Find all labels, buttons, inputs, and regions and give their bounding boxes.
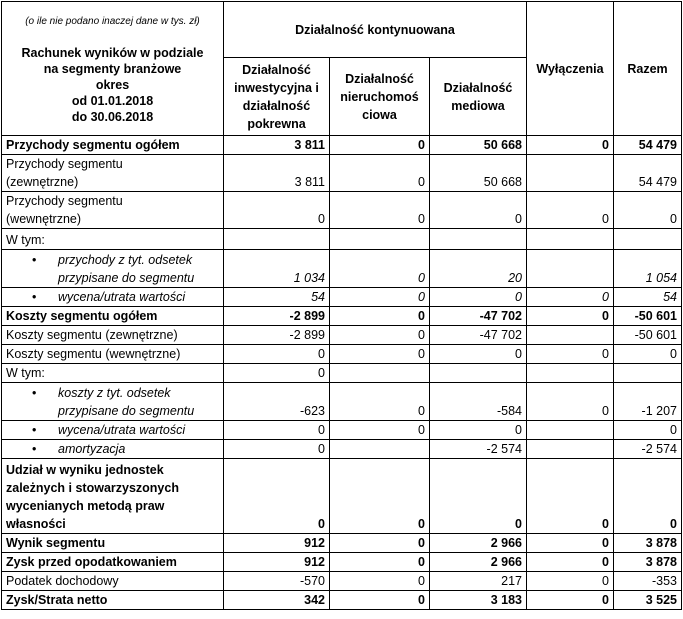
- value-cell: -353: [614, 572, 682, 591]
- value-cell: 2 966: [430, 553, 527, 572]
- value-cell: [430, 229, 527, 250]
- value-cell: [527, 421, 614, 440]
- value-cell: 3 525: [614, 591, 682, 610]
- title-line: okres: [95, 77, 130, 92]
- value-cell: 3 811: [224, 136, 330, 155]
- table-row: [2, 534, 682, 553]
- value-cell: 1 034: [224, 250, 330, 288]
- value-cell: [330, 440, 430, 459]
- units-note: (o ile nie podano inaczej dane w tys. zł): [25, 15, 200, 27]
- column-header-line: nieruchomoś: [340, 89, 419, 104]
- value-cell: 0: [614, 192, 682, 229]
- row-label-line: Zysk przed opodatkowaniem: [6, 555, 177, 569]
- row-label-line: W tym:: [6, 233, 45, 247]
- value-cell: 0: [330, 288, 430, 307]
- value-cell: -50 601: [614, 307, 682, 326]
- column-header-total: [614, 2, 682, 136]
- table-row: [2, 326, 682, 345]
- value-cell: [527, 250, 614, 288]
- value-cell: 217: [430, 572, 527, 591]
- value-cell: 0: [527, 572, 614, 591]
- segment-results-table: [1, 1, 682, 610]
- value-cell: 0: [614, 459, 682, 534]
- value-cell: 50 668: [430, 136, 527, 155]
- row-label: [2, 250, 224, 288]
- value-cell: -2 574: [614, 440, 682, 459]
- row-label-line: Koszty segmentu ogółem: [6, 309, 158, 323]
- value-cell: 0: [527, 534, 614, 553]
- table-row: [2, 307, 682, 326]
- table-row: [2, 591, 682, 610]
- title-line: na segmenty branżowe: [43, 61, 182, 76]
- column-header-line: Wyłączenia: [536, 61, 604, 76]
- row-label-line: amortyzacja: [58, 442, 126, 456]
- value-cell: 0: [430, 459, 527, 534]
- value-cell: 0: [527, 345, 614, 364]
- title-line: do 30.06.2018: [71, 109, 154, 124]
- row-label-line: W tym:: [6, 366, 45, 380]
- table-row: [2, 553, 682, 572]
- column-header-line: inwestycyjna i: [234, 80, 319, 95]
- value-cell: [527, 440, 614, 459]
- title-line: Rachunek wyników w podziale: [21, 45, 204, 60]
- table-row: [2, 383, 682, 421]
- value-cell: -2 899: [224, 307, 330, 326]
- row-label-line: Koszty segmentu (wewnętrzne): [6, 347, 181, 361]
- value-cell: 0: [224, 192, 330, 229]
- row-label: [2, 383, 224, 421]
- value-cell: 0: [330, 307, 430, 326]
- table-row: [2, 345, 682, 364]
- row-label-line: wycenianych metodą praw: [6, 499, 165, 513]
- value-cell: 0: [527, 136, 614, 155]
- value-cell: 0: [430, 421, 527, 440]
- table-row: [2, 364, 682, 383]
- value-cell: 3 811: [224, 155, 330, 192]
- value-cell: [527, 155, 614, 192]
- column-header-line: Działalność: [345, 71, 414, 86]
- row-label: [2, 155, 224, 192]
- table-row: [2, 421, 682, 440]
- row-label: [2, 421, 224, 440]
- value-cell: 1 054: [614, 250, 682, 288]
- table-row: [2, 459, 682, 534]
- value-cell: 0: [430, 192, 527, 229]
- value-cell: 0: [330, 192, 430, 229]
- row-label: [2, 192, 224, 229]
- row-label: [2, 591, 224, 610]
- value-cell: 0: [224, 459, 330, 534]
- value-cell: 20: [430, 250, 527, 288]
- row-label: [2, 572, 224, 591]
- value-cell: -623: [224, 383, 330, 421]
- bullet-icon: •: [32, 253, 37, 267]
- value-cell: 0: [330, 345, 430, 364]
- value-cell: 0: [527, 307, 614, 326]
- value-cell: 0: [330, 421, 430, 440]
- column-header-line: Działalność: [242, 62, 311, 77]
- row-label-line: (zewnętrzne): [6, 175, 79, 189]
- row-label: [2, 345, 224, 364]
- value-cell: [527, 364, 614, 383]
- row-label: [2, 136, 224, 155]
- value-cell: -2 899: [224, 326, 330, 345]
- row-label-line: koszty z tyt. odsetek: [58, 386, 171, 400]
- row-label: [2, 326, 224, 345]
- value-cell: [527, 326, 614, 345]
- column-header-line: pokrewna: [247, 116, 306, 131]
- value-cell: 54: [614, 288, 682, 307]
- bullet-icon: •: [32, 290, 37, 304]
- value-cell: 0: [330, 572, 430, 591]
- value-cell: 0: [330, 591, 430, 610]
- bullet-icon: •: [32, 442, 37, 456]
- value-cell: 342: [224, 591, 330, 610]
- value-cell: 0: [527, 553, 614, 572]
- value-cell: 0: [330, 534, 430, 553]
- value-cell: -50 601: [614, 326, 682, 345]
- row-label-line: przypisane do segmentu: [58, 404, 195, 418]
- row-label-line: Zysk/Strata netto: [6, 593, 108, 607]
- row-label: [2, 364, 224, 383]
- row-label-line: wycena/utrata wartości: [58, 290, 186, 304]
- value-cell: -47 702: [430, 326, 527, 345]
- value-cell: -1 207: [614, 383, 682, 421]
- value-cell: [430, 364, 527, 383]
- value-cell: 50 668: [430, 155, 527, 192]
- value-cell: [330, 229, 430, 250]
- value-cell: 0: [430, 345, 527, 364]
- row-label-line: Przychody segmentu ogółem: [6, 138, 180, 152]
- table-row: [2, 440, 682, 459]
- row-label: [2, 288, 224, 307]
- column-header-real-estate: [330, 58, 430, 136]
- value-cell: 0: [330, 383, 430, 421]
- value-cell: [614, 364, 682, 383]
- column-header-line: mediowa: [451, 98, 505, 113]
- table-row: [2, 288, 682, 307]
- value-cell: 54: [224, 288, 330, 307]
- column-header-line: ciowa: [362, 107, 397, 122]
- value-cell: 0: [614, 421, 682, 440]
- table-row: [2, 192, 682, 229]
- table-row: [2, 572, 682, 591]
- row-label-line: wycena/utrata wartości: [58, 423, 186, 437]
- value-cell: 912: [224, 534, 330, 553]
- table-body: [2, 136, 682, 610]
- value-cell: 0: [224, 364, 330, 383]
- value-cell: 0: [527, 383, 614, 421]
- column-header-line: Działalność: [443, 80, 513, 95]
- column-header-media: [430, 58, 527, 136]
- row-label-line: Podatek dochodowy: [6, 574, 119, 588]
- value-cell: 3 878: [614, 534, 682, 553]
- value-cell: 3 878: [614, 553, 682, 572]
- row-label-line: zależnych i stowarzyszonych: [6, 481, 179, 495]
- value-cell: 0: [527, 192, 614, 229]
- column-header-line: Razem: [627, 61, 668, 76]
- table-title-cell: [2, 2, 224, 136]
- value-cell: 0: [330, 326, 430, 345]
- value-cell: 0: [330, 459, 430, 534]
- row-label-line: Koszty segmentu (zewnętrzne): [6, 328, 178, 342]
- row-label-line: (wewnętrzne): [6, 212, 82, 226]
- row-label: [2, 440, 224, 459]
- value-cell: 0: [330, 136, 430, 155]
- value-cell: 0: [330, 250, 430, 288]
- table-row: [2, 250, 682, 288]
- value-cell: 0: [430, 288, 527, 307]
- value-cell: 0: [527, 288, 614, 307]
- value-cell: 0: [224, 345, 330, 364]
- value-cell: -570: [224, 572, 330, 591]
- value-cell: 0: [527, 459, 614, 534]
- row-label-line: Wynik segmentu: [6, 536, 106, 550]
- value-cell: 3 183: [430, 591, 527, 610]
- group-header: Działalność kontynuowana: [224, 2, 527, 58]
- value-cell: 0: [330, 155, 430, 192]
- table-row: [2, 136, 682, 155]
- value-cell: 0: [527, 591, 614, 610]
- value-cell: 0: [614, 345, 682, 364]
- table-row: [2, 155, 682, 192]
- row-label-line: własności: [6, 517, 66, 531]
- row-label-line: Przychody segmentu: [6, 157, 123, 171]
- row-label-line: przychody z tyt. odsetek: [58, 253, 193, 267]
- value-cell: 54 479: [614, 155, 682, 192]
- value-cell: -47 702: [430, 307, 527, 326]
- value-cell: -584: [430, 383, 527, 421]
- row-label: [2, 307, 224, 326]
- row-label: [2, 534, 224, 553]
- row-label-line: Udział w wyniku jednostek: [6, 463, 164, 477]
- value-cell: 0: [330, 553, 430, 572]
- value-cell: 0: [224, 440, 330, 459]
- bullet-icon: •: [32, 386, 37, 400]
- value-cell: [614, 229, 682, 250]
- value-cell: 2 966: [430, 534, 527, 553]
- title-line: od 01.01.2018: [71, 93, 154, 108]
- row-label-line: przypisane do segmentu: [58, 271, 195, 285]
- value-cell: [527, 229, 614, 250]
- column-header-investment: [224, 58, 330, 136]
- value-cell: 0: [224, 421, 330, 440]
- bullet-icon: •: [32, 423, 37, 437]
- row-label: [2, 553, 224, 572]
- column-header-line: działalność: [242, 98, 311, 113]
- row-label-line: Przychody segmentu: [6, 194, 123, 208]
- row-label: [2, 229, 224, 250]
- value-cell: [330, 364, 430, 383]
- value-cell: -2 574: [430, 440, 527, 459]
- value-cell: [224, 229, 330, 250]
- value-cell: 54 479: [614, 136, 682, 155]
- table-row: [2, 229, 682, 250]
- row-label: [2, 459, 224, 534]
- column-header-eliminations: [527, 2, 614, 136]
- value-cell: 912: [224, 553, 330, 572]
